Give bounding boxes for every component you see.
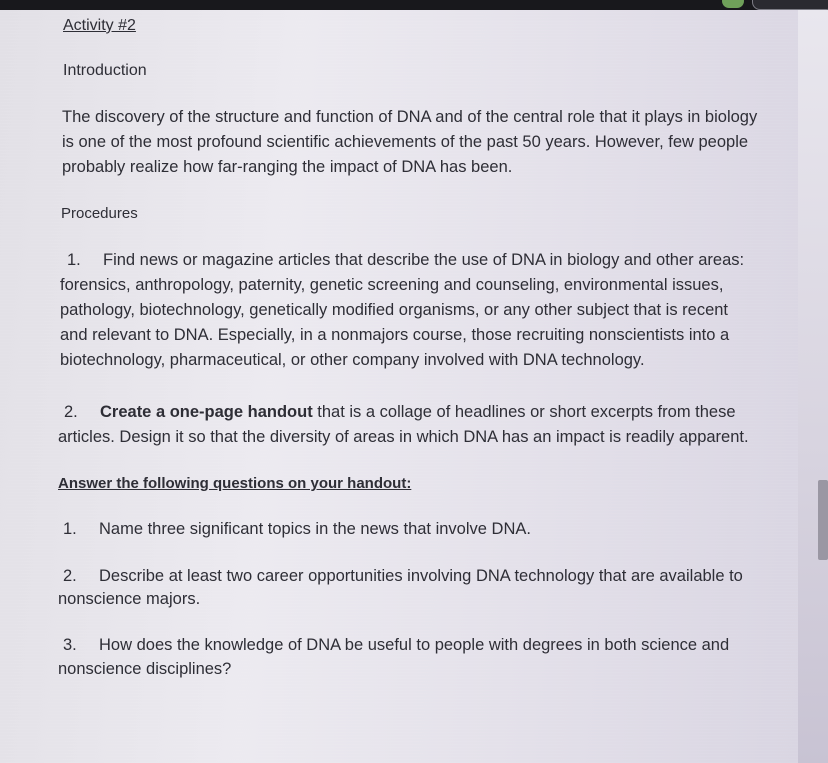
procedure-1-line-1 <box>67 249 744 272</box>
scrollbar-thumb[interactable] <box>818 480 828 560</box>
procedure-1-line-2: forensics, anthropology, paternity, genetic screening and counseling, environmental issues, <box>60 276 724 294</box>
introduction-heading: Introduction <box>63 62 147 79</box>
activity-title: Activity #2 <box>63 17 136 34</box>
window-top-bar <box>0 0 828 10</box>
question-3-line-2: nonscience disciplines? <box>58 660 232 678</box>
procedures-heading: Procedures <box>61 205 138 222</box>
question-2-number: 2. <box>63 567 77 585</box>
question-3-line-1 <box>63 634 729 657</box>
question-1-number: 1. <box>63 520 77 538</box>
procedure-2-rest: that is a collage of headlines or short excerpts from these <box>312 403 736 421</box>
status-indicator <box>722 0 744 8</box>
question-2-line-2: nonscience majors. <box>58 590 201 608</box>
question-1 <box>63 518 531 541</box>
document-page <box>0 10 798 763</box>
intro-line-3: probably realize how far-ranging the impact of DNA has been. <box>62 158 513 176</box>
question-3-number: 3. <box>63 636 77 654</box>
toolbar-control[interactable] <box>752 0 828 10</box>
intro-line-1: The discovery of the structure and function of DNA and of the central role that it plays in biology <box>62 108 758 126</box>
question-1-text: Name three significant topics in the news that involve DNA. <box>99 520 531 538</box>
question-2-text: Describe at least two career opportunities involving DNA technology that are available to <box>99 567 743 585</box>
procedure-2-number: 2. <box>64 403 78 421</box>
intro-line-2: is one of the most profound scientific achievements of the past 50 years. However, few people <box>62 133 749 151</box>
procedure-1-text: Find news or magazine articles that describe the use of DNA in biology and other areas: <box>103 251 745 269</box>
procedure-2-line-2: articles. Design it so that the diversity of areas in which DNA has an impact is readily apparent. <box>58 428 749 446</box>
procedure-2-line-1 <box>64 401 736 424</box>
procedure-1-line-3: pathology, biotechnology, genetically modified organisms, or any other subject that is recent <box>60 301 729 319</box>
question-3-text: How does the knowledge of DNA be useful to people with degrees in both science and <box>99 636 730 654</box>
procedure-1-line-4: and relevant to DNA. Especially, in a nonmajors course, those recruiting nonscientists into a <box>60 326 730 344</box>
answer-heading: Answer the following questions on your handout: <box>58 475 412 492</box>
side-panel <box>797 10 828 763</box>
procedure-1-number: 1. <box>67 251 81 269</box>
procedure-2-bold: Create a one-page handout <box>100 403 313 421</box>
question-2-line-1 <box>63 565 743 588</box>
procedure-1-line-5: biotechnology, pharmaceutical, or other company involved with DNA technology. <box>60 351 645 369</box>
